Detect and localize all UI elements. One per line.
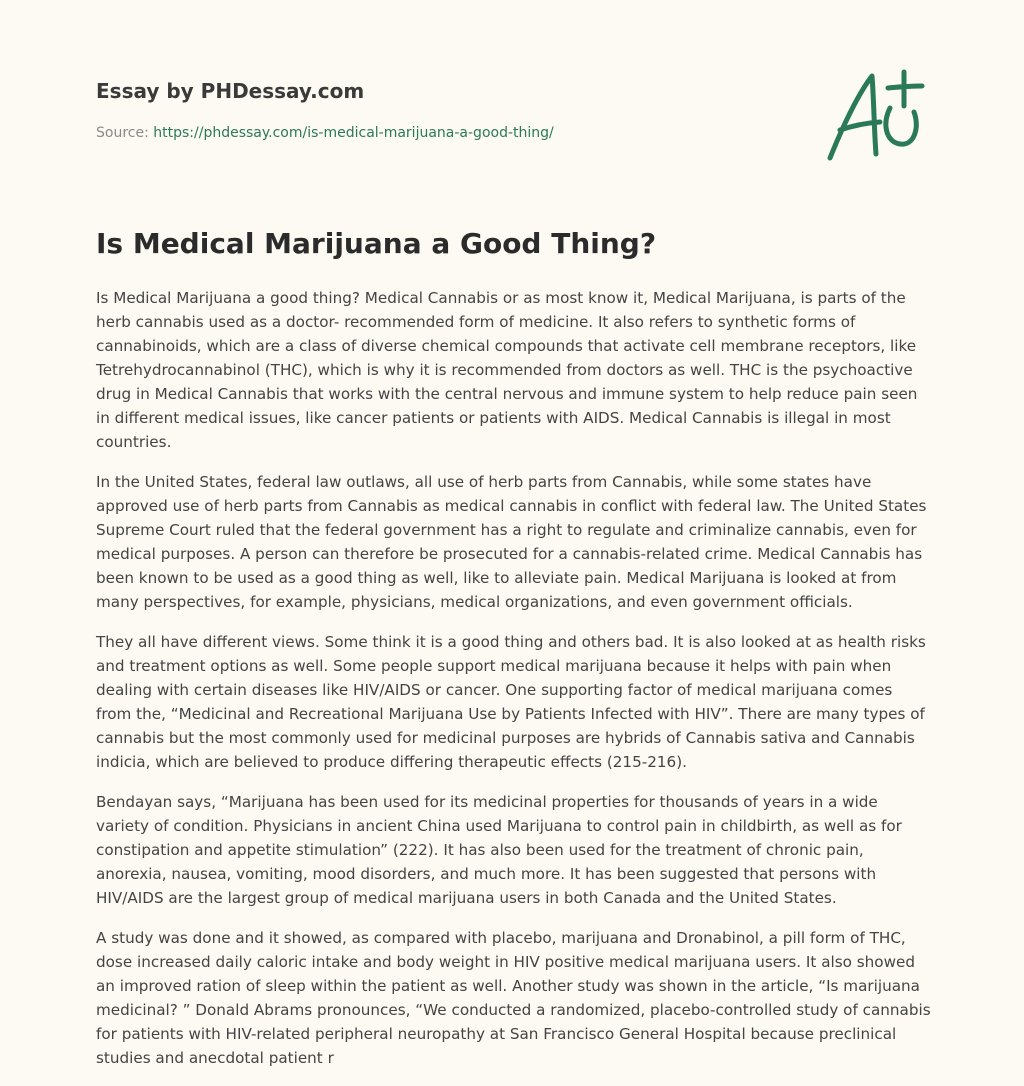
essay-paragraph: A study was done and it showed, as compared with placebo, marijuana and Dronabinol, a pill form of THC, dose increased daily caloric intake and body weight in HIV positive medical marijuana users. It also showed an improved ration of sleep within the patient as well. Another study was shown in the article, “Is marijuana medicinal? ” Donald Abrams pronounces, “We conducted a randomized, placebo-controlled study of cannabis for patients with HIV-related peripheral neuropathy at San Francisco General Hospital because preclinical studies and anecdotal patient r [96, 929, 931, 1067]
essay-paragraph: Bendayan says, “Marijuana has been used for its medicinal properties for thousands of years in a wide variety of condition. Physicians in ancient China used Marijuana to control pain in childbirth, as well as for constipation and appetite stimulation” (222). It has also been used for the treatment of chronic pain, anorexia, nausea, vomiting, mood disorders, and much more. It has been suggested that persons with HIV/AIDS are the largest group of medical marijuana users in both Canada and the United States. [96, 793, 902, 907]
essay-body [96, 286, 932, 1086]
source-line [96, 124, 796, 142]
source-link[interactable]: https://phdessay.com/is-medical-marijuana-a-good-thing/ [153, 125, 554, 141]
essay-paragraph: In the United States, federal law outlaws, all use of herb parts from Cannabis, while some states have approved use of herb parts from Cannabis as medical cannabis in conflict with federal law. The United States Supreme Court ruled that the federal government has a right to regulate and criminalize cannabis, even for medical purposes. A person can therefore be prosecuted for a cannabis-related crime. Medical Cannabis has been known to be used as a good thing as well, like to alleviate pain. Medical Marijuana is looked at from many perspectives, for example, physicians, medical organizations, and even government officials. [96, 473, 927, 611]
site-title: Essay by PHDessay.com [96, 79, 365, 103]
essay-title: Is Medical Marijuana a Good Thing? [96, 227, 657, 260]
source-label: Source: [96, 125, 149, 141]
essay-header [96, 78, 796, 142]
essay-paragraph: Is Medical Marijuana a good thing? Medical Cannabis or as most know it, Medical Marijuana, is parts of the herb cannabis used as a doctor- recommended form of medicine. It also refers to synthetic forms of cannabinoids, which are a class of diverse chemical compounds that activate cell membrane receptors, like Tetrehydrocannabinol (THC), which is why it is recommended from doctors as well. THC is the psychoactive drug in Medical Cannabis that works with the central nervous and immune system to help reduce pain seen in different medical issues, like cancer patients or patients with AIDS. Medical Cannabis is illegal in most countries. [96, 289, 918, 451]
essay-paragraph: They all have different views. Some think it is a good thing and others bad. It is also looked at as health risks and treatment options as well. Some people support medical marijuana because it helps with pain when dealing with certain diseases like HIV/AIDS or cancer. One supporting factor of medical marijuana comes from the, “Medicinal and Recreational Marijuana Use by Patients Infected with HIV”. There are many types of cannabis but the most commonly used for medicinal purposes are hybrids of Cannabis sativa and Cannabis indicia, which are believed to produce differing therapeutic effects (215-216). [96, 633, 926, 771]
a-plus-grade-icon [820, 66, 932, 166]
